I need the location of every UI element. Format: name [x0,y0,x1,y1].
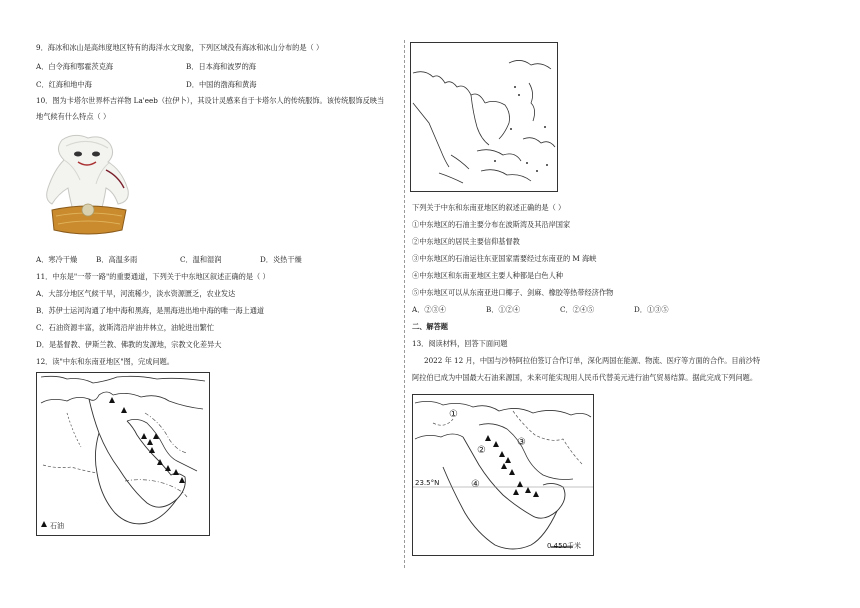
q13-material-line1: 2022 年 12 月，中国与沙特阿拉伯签订合作订单，深化两国在能源、物流、医疗等方面的合作。目前沙特 [424,356,761,365]
column-divider [404,40,405,568]
southeast-asia-map [410,42,558,192]
section-heading: 二、解答题 [412,322,448,331]
q12b-option-d: D．①③⑤ [634,305,669,314]
q12b-option-a: A．②③④ [412,305,446,314]
q10-stem-line2: 地气候有什么特点（ ） [36,112,111,121]
q9-option-d: D．中国的渤海和黄海 [186,80,257,89]
q10-option-a: A．寒冷干燥 [36,255,78,264]
q10-stem-line1: 10．图为卡塔尔世界杯吉祥物 La'eeb（拉伊卜），其设计灵感来自于卡塔尔人的传统服饰。该传统服饰反映当 [36,96,385,105]
q12b-statement-2: ②中东地区的居民主要信仰基督教 [412,237,520,246]
middle-east-map [36,372,210,536]
map-latitude-label: 23.5°N [415,479,440,487]
q10-option-d: D．炎热干燥 [260,255,302,264]
q11-option-d: D．是基督教、伊斯兰教、佛教的发源地，宗教文化差异大 [36,340,222,349]
q12b-statement-1: ①中东地区的石油主要分布在波斯湾及其沿岸国家 [412,220,571,229]
map-scale-bar: 0 450千米 [547,542,582,550]
map-region-2: ② [477,445,486,456]
map-region-1: ① [449,409,458,420]
q12-stem: 12．读"中东和东南亚地区"图，完成问题。 [36,357,174,366]
q11-stem: 11．中东是"一带一路"的重要通道，下列关于中东地区叙述正确的是（ ） [36,272,270,281]
q12b-stem: 下列关于中东和东南亚地区的叙述正确的是（ ） [412,203,566,212]
q12b-option-c: C．②④⑤ [560,305,595,314]
q13-material-line2: 阿拉伯已成为中国最大石油来源国，未来可能实现用人民币代替美元进行油气贸易结算。据此完成下列问题。 [412,373,758,382]
q10-option-b: B．高温多雨 [96,255,138,264]
mascot-image [44,130,132,242]
map-region-4: ④ [471,479,480,490]
q9-option-b: B．日本海和波罗的海 [186,62,256,71]
q12b-statement-3: ③中东地区的石油运往东亚国家需要经过东南亚的 M 海峡 [412,254,597,263]
q13-stem: 13．阅读材料，回答下面问题 [412,339,508,348]
q12b-statement-4: ④中东地区和东南亚地区主要人种都是白色人种 [412,271,563,280]
q10-option-c: C．温和湿润 [180,255,222,264]
map-region-3: ③ [517,437,526,448]
q11-option-b: B．苏伊士运河沟通了地中海和黑海，是黑海进出地中海的唯一海上通道 [36,306,265,315]
map-legend-oil: 石油 [50,522,64,530]
q11-option-a: A．大部分地区气候干旱，河流稀少，淡水资源匮乏，农业发达 [36,289,236,298]
q9-option-a: A．白令海和鄂霍茨克海 [36,62,114,71]
q9-option-c: C．红海和地中海 [36,80,92,89]
q12b-option-b: B．①②④ [486,305,521,314]
saudi-region-map [412,394,594,556]
q9-stem: 9．海冰和冰山是高纬度地区特有的海洋水文现象，下列区域没有海冰和冰山分布的是（ ） [36,43,324,52]
q12b-statement-5: ⑤中东地区可以从东南亚进口椰子、剑麻、橡胶等热带经济作物 [412,288,614,297]
q11-option-c: C．石油资源丰富，波斯湾沿岸油井林立，油轮进出繁忙 [36,323,215,332]
